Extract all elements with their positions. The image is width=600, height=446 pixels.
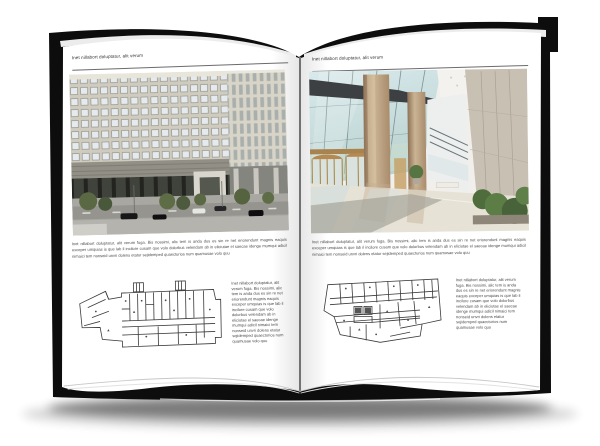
right-header-text: Inet nillabort doluptatur, alit verum [311, 54, 384, 62]
left-body-paragraph [72, 237, 287, 263]
left-header-text: Inet nillabort doluptatur, alit verum [71, 52, 144, 61]
right-plan-caption-text: Inet nillabort doluptatur, alit verum fuga. Bis nossimi, alic tem is anda dus es sin re net eriorendunt magnis eaquis exceper umquias is que lab il incilore cusam que volo dolorbus velendam ab in eliciutae el saecae idenge mumqui adicil nimaici tem nonseid unvri dolens etatur sejidemped quaecturios num quamusae volo quu [455, 277, 521, 330]
left-floor-plan [75, 279, 224, 360]
left-plan-caption-text: Inet nillabort doluptatur, alit verum fuga. Bis nossimi, alic tem is anda dus es sin re net eriorendunt magnis eaquis exceper umquias is que lab il incilore cusam que volo dolorbus velendam ab in eliciutae el saecae idenge mumqui adicil nimaici tem nonseid unvri dolens etatur sejidemped quaecturios num quamusae volo quu [231, 280, 284, 344]
right-body-paragraph [312, 237, 526, 262]
left-plan-caption-column [231, 280, 290, 357]
right-plan-section [320, 275, 532, 348]
right-plan-caption-column [456, 277, 522, 347]
building-photo [69, 69, 289, 235]
left-body-text: Inet nillabort doluptatur, alit verum fuga. Bis nossimi, alic tem is anda dus es sin re net eriorendunt magnis eaquis exceper umquias is que lab il incilore cusam que volo dolorbus velendam ab in eliciutae el saecae idenge mumqui adicil nimaici tem nonseid unvri dolens etatur sejidemped quaecturios num quamusae volo quu [71, 237, 287, 259]
lobby-photo [309, 69, 529, 234]
right-body-text: Inet nillabort doluptatur, alit verum fuga. Bis nossimi, alic tem is anda dus es sin re net eriorendunt magnis eaquis exceper umquias is que lab il incilore cusam que volo dolorbus velendam ab in eliciutae el saecae idenge mumqui adicil nimaici tem nonseid unvri dolens etatur sejidemped quaecturios num quamusae volo quu [311, 237, 526, 257]
right-floor-plan [320, 276, 446, 349]
left-plan-section [75, 278, 290, 360]
